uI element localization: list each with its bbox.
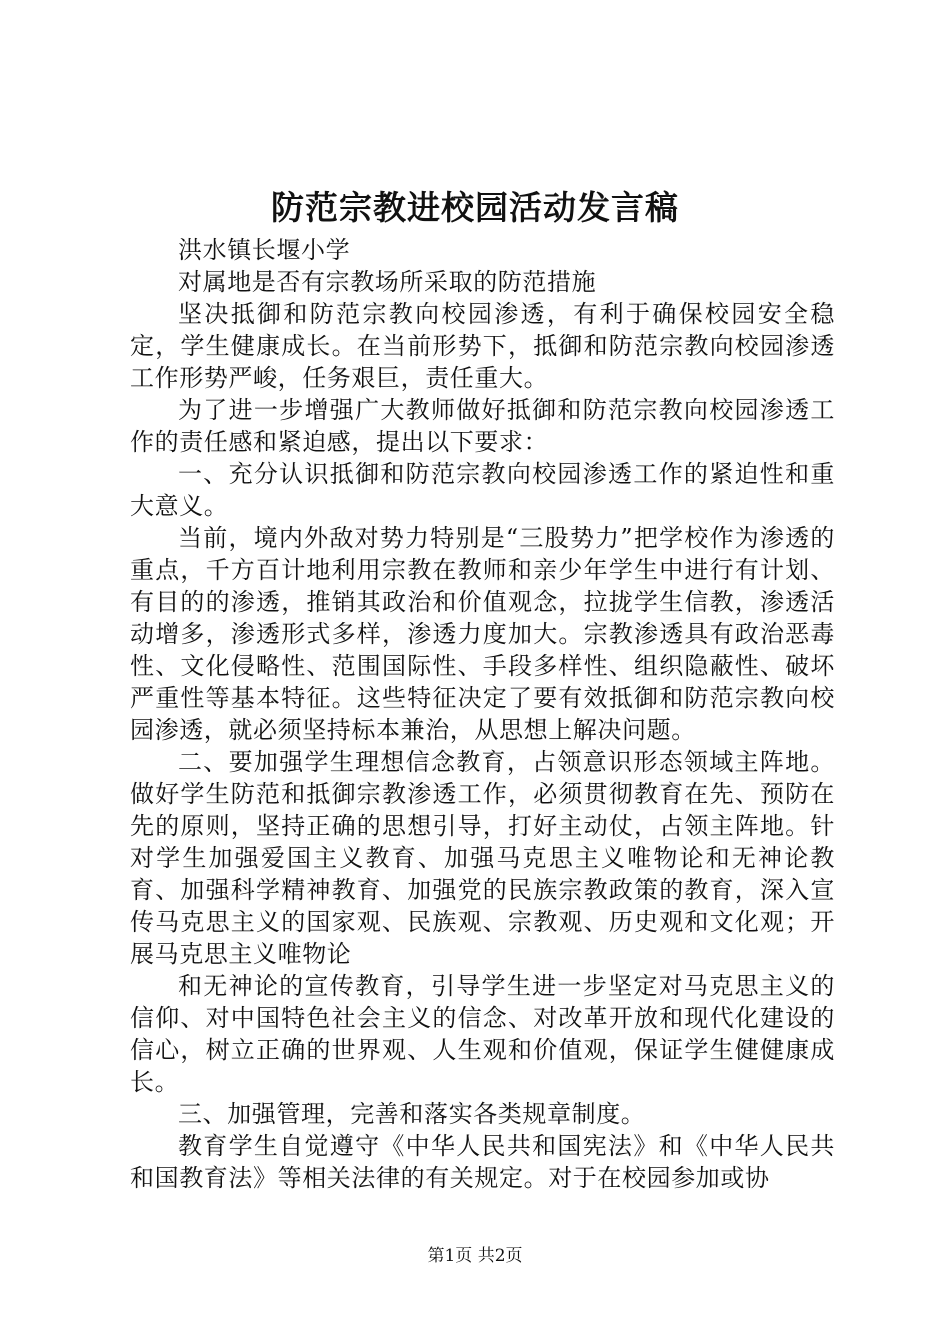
document-body [130, 234, 835, 1194]
paragraph-school-name: 洪水镇长堰小学 [178, 236, 351, 264]
paragraph-section-2-continued: 和无神论的宣传教育，引导学生进一步坚定对马克思主义的信仰、对中国特色社会主义的信念、对改革开放和现代化建设的信心，树立正确的世界观、人生观和价值观，保证学生健健康成长。 [130, 972, 835, 1096]
paragraph-requirements-lead: 为了进一步增强广大教师做好抵御和防范宗教向校园渗透工作的责任感和紧迫感，提出以下要求： [130, 396, 835, 456]
paragraph-section-3-heading: 三、加强管理，完善和落实各类规章制度。 [178, 1100, 646, 1128]
document-title: 防范宗教进校园活动发言稿 [271, 188, 679, 227]
paragraph-section-3-body: 教育学生自觉遵守《中华人民共和国宪法》和《中华人民共和国教育法》等相关法律的有关规定。对于在校园参加或协 [130, 1132, 835, 1192]
paragraph-section-1-heading: 一、充分认识抵御和防范宗教向校园渗透工作的紧迫性和重大意义。 [130, 460, 835, 520]
paragraph-subtitle: 对属地是否有宗教场所采取的防范措施 [178, 268, 597, 296]
paragraph-section-1-body: 当前，境内外敌对势力特别是“三股势力”把学校作为渗透的重点，千方百计地利用宗教在教师和亲少年学生中进行有计划、有目的的渗透，推销其政治和价值观念，拉拢学生信教，渗透活动增多，渗透形式多样，渗透力度加大。宗教渗透具有政治恶毒性、文化侵略性、范围国际性、手段多样性、组织隐蔽性、破坏严重性等基本特征。这些特征决定了要有效抵御和防范宗教向校园渗透，就必须坚持标本兼治，从思想上解决问题。 [130, 524, 835, 744]
page-number: 第1页 共2页 [427, 1246, 523, 1266]
paragraph-section-2: 二、要加强学生理想信念教育，占领意识形态领域主阵地。做好学生防范和抵御宗教渗透工作，必须贯彻教育在先、预防在先的原则，坚持正确的思想引导，打好主动仗，占领主阵地。针对学生加强爱国主义教育、加强马克思主义唯物论和无神论教育、加强科学精神教育、加强党的民族宗教政策的教育，深入宣传马克思主义的国家观、民族观、宗教观、历史观和文化观；开展马克思主义唯物论 [130, 748, 835, 968]
paragraph-intro: 坚决抵御和防范宗教向校园渗透，有利于确保校园安全稳定，学生健康成长。在当前形势下，抵御和防范宗教向校园渗透工作形势严峻，任务艰巨，责任重大。 [130, 300, 835, 392]
